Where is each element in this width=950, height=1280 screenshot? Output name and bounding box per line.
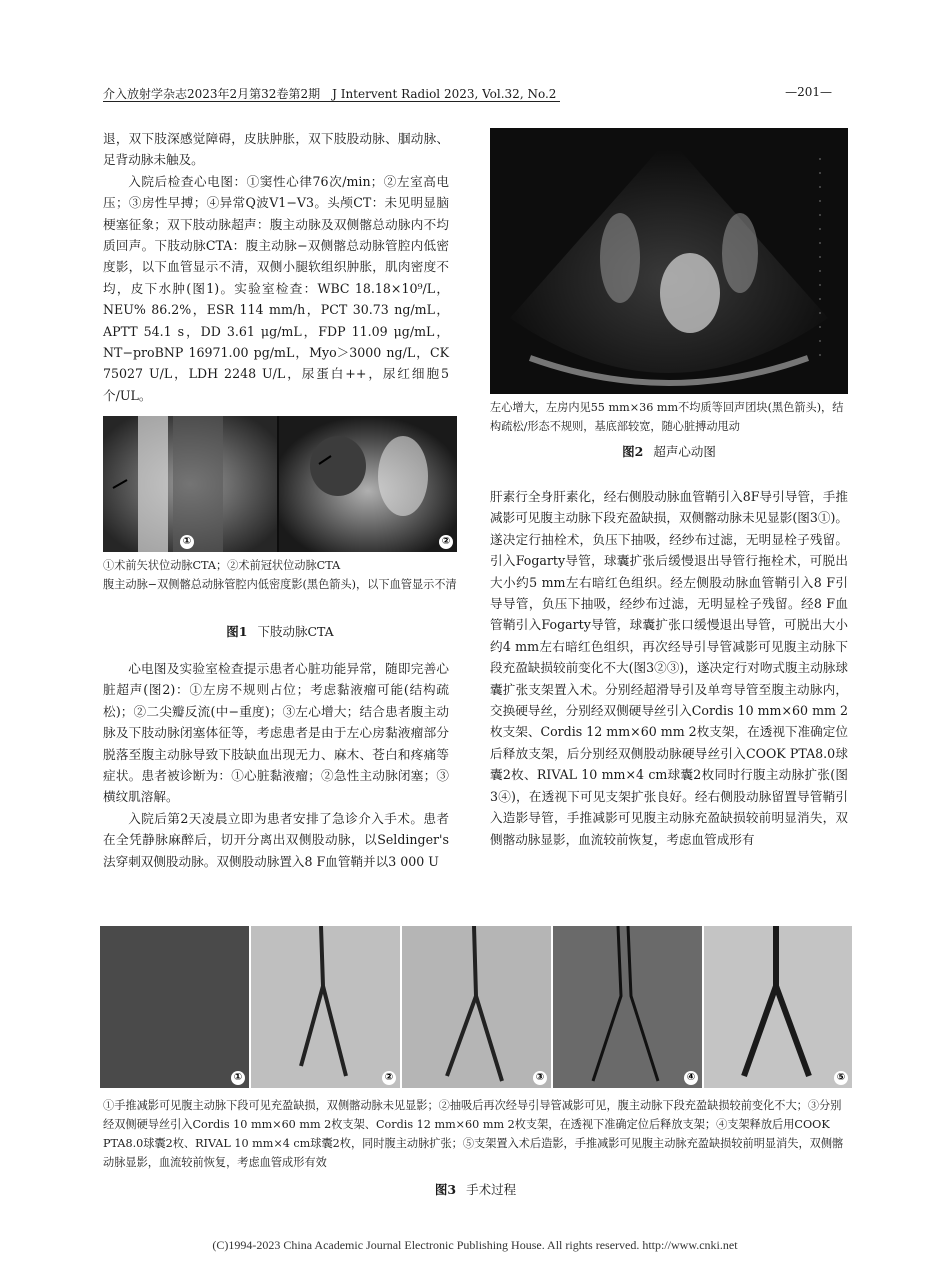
figure-1-image <box>103 416 457 552</box>
paragraph: 入院后第2天凌晨立即为患者安排了急诊介入手术。患者在全凭静脉麻醉后，切开分离出双侧股动脉，以Seldinger's法穿刺双侧股动脉。双侧股动脉置入8 F血管鞘并以3 000 U <box>103 810 449 869</box>
left-atrial-mass <box>660 253 720 333</box>
coronal-cta <box>279 416 457 552</box>
left-column-text <box>103 128 449 406</box>
panel-3 <box>402 926 551 1088</box>
figure-3-caption: ①手推减影可见腹主动脉下段可见充盈缺损，双侧髂动脉未见显影；②抽吸后再次经导引导管减影可见，腹主动脉下段充盈缺损较前变化不大；③分别经双侧硬导丝引入Cordis 10 mm×60 mm 2枚支架、Cordis 12 mm×60 mm 2枚支架，在透视下准确定位后释放支架；④支架释放后用COOK PTA8.0球囊2枚、RIVAL 10 mm×4 cm球囊2枚，同时腹主动脉扩张；⑤支架置入术后造影，手推减影可见腹主动脉充盈缺损较前明显消失，双侧髂动脉显影，血流较前恢复，考虑血管成形有效 <box>103 1099 844 1169</box>
header-rule <box>103 101 560 102</box>
spine <box>138 416 168 552</box>
figure-1-title: 图1 下肢动脉CTA <box>226 624 334 639</box>
panel-5 <box>704 926 852 1088</box>
paragraph: 心电图及实验室检查提示患者心脏功能异常，随即完善心脏超声(图2)：①左房不规则占位；考虑黏液瘤可能(结构疏松)；②二尖瓣反流(中−重度)；③左心增大；结合患者腹主动脉及下肢动脉闭塞体征等，考虑患者是由于左心房黏液瘤部分脱落至腹主动脉导致下肢缺血出现无力、麻木、苍白和疼痛等症状。患者被诊断为：①心脏黏液瘤；②急性主动脉闭塞；③横纹肌溶解。 <box>103 661 449 805</box>
figure-1-caption: ①术前矢状位动脉CTA；②术前冠状位动脉CTA 腹主动脉−双侧髂总动脉管腔内低密度影(黑色箭头)，以下血管显示不清 <box>103 559 457 591</box>
right-column-text <box>490 486 848 850</box>
page-number: —201— <box>785 85 832 99</box>
panel-marker: ② <box>382 1071 396 1085</box>
paragraph: 入院后检查心电图：①窦性心律76次/min；②左室高电压；③房性早搏；④异常Q波V1−V3。头颅CT：未见明显脑梗塞征象；双下肢动脉超声：腹主动脉及双侧髂总动脉内不均质回声。下肢动脉CTA：腹主动脉−双侧髂总动脉管腔内低密度影，以下血管显示不清，双侧小腿软组织肿胀，肌肉密度不均，皮下水肿(图1)。实验室检查：WBC 18.18×10⁹/L，NEU% 86.2%，ESR 114 mm/h，PCT 30.73 ng/mL，APTT 54.1 s，DD 3.61 μg/mL，FDP 11.09 μg/mL，NT−proBNP 16971.00 pg/mL，Myo＞3000 ng/L，CK 75027 U/L，LDH 2248 U/L，尿蛋白++，尿红细胞5个/UL。 <box>103 173 449 403</box>
running-header: 介入放射学杂志2023年2月第32卷第2期 J Intervent Radiol 2023, Vol.32, No.2 <box>103 87 557 101</box>
figure-3-title: 图3 手术过程 <box>434 1182 517 1197</box>
ultrasound-sector <box>510 138 828 373</box>
left-column-text-2 <box>103 658 449 872</box>
panel-marker: ④ <box>684 1071 698 1085</box>
panel-marker: ① <box>231 1071 245 1085</box>
panel-4 <box>553 926 702 1088</box>
paragraph: 肝素行全身肝素化，经右侧股动脉血管鞘引入8F导引导管，手推减影可见腹主动脉下段充盈缺损，双侧髂动脉未见显影(图3①)。遂决定行抽栓术，负压下抽吸，经纱布过滤，无明显栓子残留。引入Fogarty导管，球囊扩张后缓慢退出导管行拖栓术，可脱出大小约5 mm左右暗红色组织。经左侧股动脉血管鞘引入8 F引导导管，负压下抽吸，经纱布过滤，无明显栓子残留。经8 F血管鞘引入Fogarty导管，球囊扩张口缓慢退出导管，可脱出大小约4 mm左右暗红色组织，再次经导引导管减影可见腹主动脉下段充盈缺损较前变化不大(图3②③)，遂决定行对吻式腹主动脉球囊扩张支架置入术。分别经超滑导引及单弯导管至腹主动脉内，交换硬导丝，分别经双侧硬导丝引入Cordis 10 mm×60 mm 2枚支架、Cordis 12 mm×60 mm 2枚支架，在透视下准确定位后释放支架，后分别经双侧股动脉硬导丝引入COOK PTA8.0球囊2枚、RIVAL 10 mm×4 cm球囊2枚同时行腹主动脉扩张(图3④)，在透视下可见支架扩张良好。经右侧股动脉留置导管鞘引入造影导管，手推减影可见腹主动脉充盈缺损较前明显消失，双侧髂动脉显影，血流较前恢复，考虑血管成形有 <box>490 489 848 847</box>
panel-1 <box>100 926 249 1088</box>
panel-marker: ③ <box>533 1071 547 1085</box>
paragraph: 退，双下肢深感觉障碍，皮肤肿胀，双下肢股动脉、腘动脉、足背动脉未触及。 <box>103 131 449 168</box>
figure-3-image <box>100 926 852 1088</box>
panel-marker: ② <box>439 535 453 549</box>
panel-marker: ⑤ <box>834 1071 848 1085</box>
figure-2-caption: 左心增大，左房内见55 mm×36 mm不均质等回声团块(黑色箭头)，结构疏松/形态不规则，基底部较宽，随心脏搏动甩动 <box>490 401 844 433</box>
figure-2-image <box>490 128 848 394</box>
panel-2 <box>251 926 400 1088</box>
panel-marker: ① <box>180 535 194 549</box>
copyright-footer: (C)1994-2023 China Academic Journal Electronic Publishing House. All rights reserved. http://www.cnki.net <box>212 1238 738 1252</box>
figure-2-title: 图2 超声心动图 <box>622 444 716 459</box>
ct-scans <box>103 416 457 552</box>
echocardiogram <box>490 128 848 394</box>
